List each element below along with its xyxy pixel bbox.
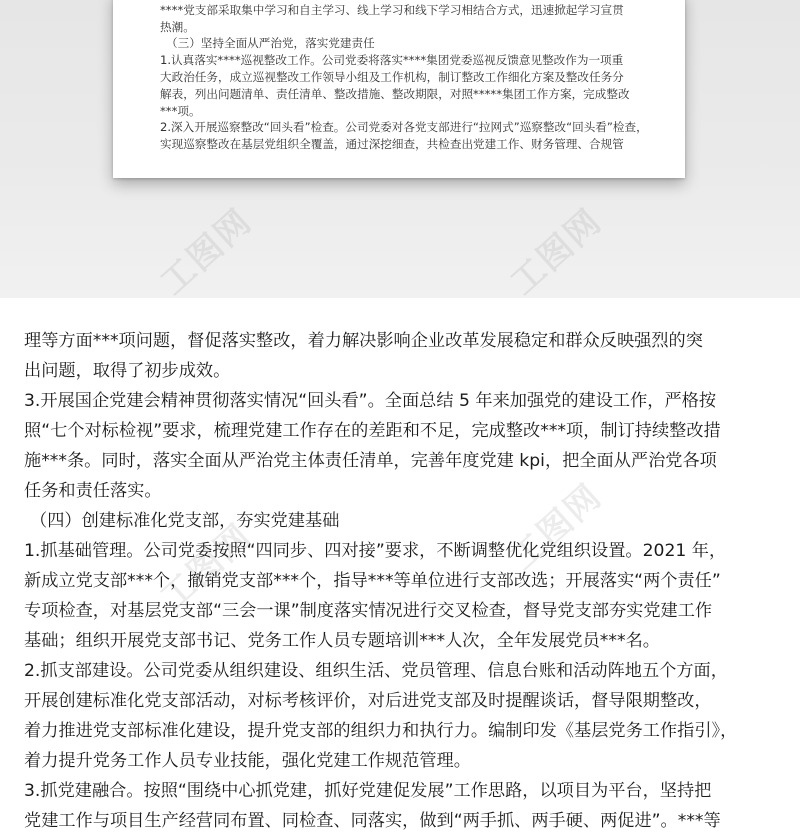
watermark-logo: 工图网 (152, 516, 260, 619)
body-line: 3.抓党建融合。按照“围绕中心抓党建，抓好党建促发展”工作思路，以项目为平台，坚持把 (24, 781, 712, 801)
body-line: 着力提升党务工作人员专业技能，强化党建工作规范管理。 (24, 751, 471, 771)
body-line: 开展创建标准化党支部活动，对标考核评价，对后进党支部及时提醒谈话，督导限期整改， (24, 691, 712, 711)
document-body (24, 326, 780, 836)
preview-line: 热潮。 (160, 19, 195, 34)
body-line: 专项检查，对基层党支部“三会一课”制度落实情况进行交叉检查，督导党支部夯实党建工作 (24, 601, 713, 621)
preview-line: ****党支部采取集中学习和自主学习、线上学习和线下学习相结合方式，迅速掀起学习宣贯 (160, 2, 624, 17)
body-line: 1.抓基础管理。公司党委按照“四同步、四对接”要求，不断调整优化党组织设置。2021 年， (24, 541, 727, 561)
document-preview-card (113, 0, 685, 178)
body-line: 3.开展国企党建会精神贯彻落实情况“回头看”。全面总结 5 年来加强党的建设工作，严格按 (24, 391, 717, 411)
body-line: 施***条。同时，落实全面从严治党主体责任清单，完善年度党建 kpi，把全面从严治党各项 (24, 451, 717, 471)
section-heading: （四）创建标准化党支部，夯实党建基础 (30, 511, 340, 531)
body-line: 出问题，取得了初步成效。 (24, 361, 231, 381)
body-line: 党建工作与项目生产经营同布置、同检查、同落实，做到“两手抓、两手硬、两促进”。***等 (24, 811, 721, 831)
body-line: 照“七个对标检视”要求，梳理党建工作存在的差距和不足，完成整改***项，制订持续整改措 (24, 421, 721, 441)
preview-line: 1.认真落实****巡视整改工作。公司党委将落实****集团党委巡视反馈意见整改作为一项重 (160, 53, 624, 68)
watermark-logo: 工图网 (502, 476, 610, 579)
preview-text (160, 0, 654, 153)
body-line: 理等方面***项问题，督促落实整改，着力解决影响企业改革发展稳定和群众反映强烈的突 (24, 331, 703, 351)
body-line: 任务和责任落实。 (24, 481, 162, 501)
preview-line: ***项。 (160, 103, 201, 118)
body-line: 着力推进党支部标准化建设，提升党支部的组织力和执行力。编制印发《基层党务工作指引》， (24, 721, 738, 741)
body-line: 2.抓支部建设。公司党委从组织建设、组织生活、党员管理、信息台账和活动阵地五个方面， (24, 661, 728, 681)
preview-line: 解表，列出问题清单、责任清单、整改措施、整改期限，对照*****集团工作方案，完成整改 (160, 86, 630, 101)
preview-line: 大政治任务，成立巡视整改工作领导小组及工作机构，制订整改工作细化方案及整改任务分 (160, 69, 624, 84)
preview-line: 实现巡察整改在基层党组织全覆盖，通过深挖细查，共检查出党建工作、财务管理、合规管 (160, 137, 624, 152)
preview-section-heading: （三）坚持全面从严治党，落实党建责任 (166, 36, 375, 51)
preview-line: 2.深入开展巡察整改“回头看”检查。公司党委对各党支部进行“拉网式”巡察整改“回头看”检查， (160, 120, 648, 135)
body-line: 新成立党支部***个，撤销党支部***个，指导***等单位进行支部改选；开展落实“两个责任” (24, 571, 721, 591)
body-line: 基础；组织开展党支部书记、党务工作人员专题培训***人次，全年发展党员***名。 (24, 631, 660, 651)
